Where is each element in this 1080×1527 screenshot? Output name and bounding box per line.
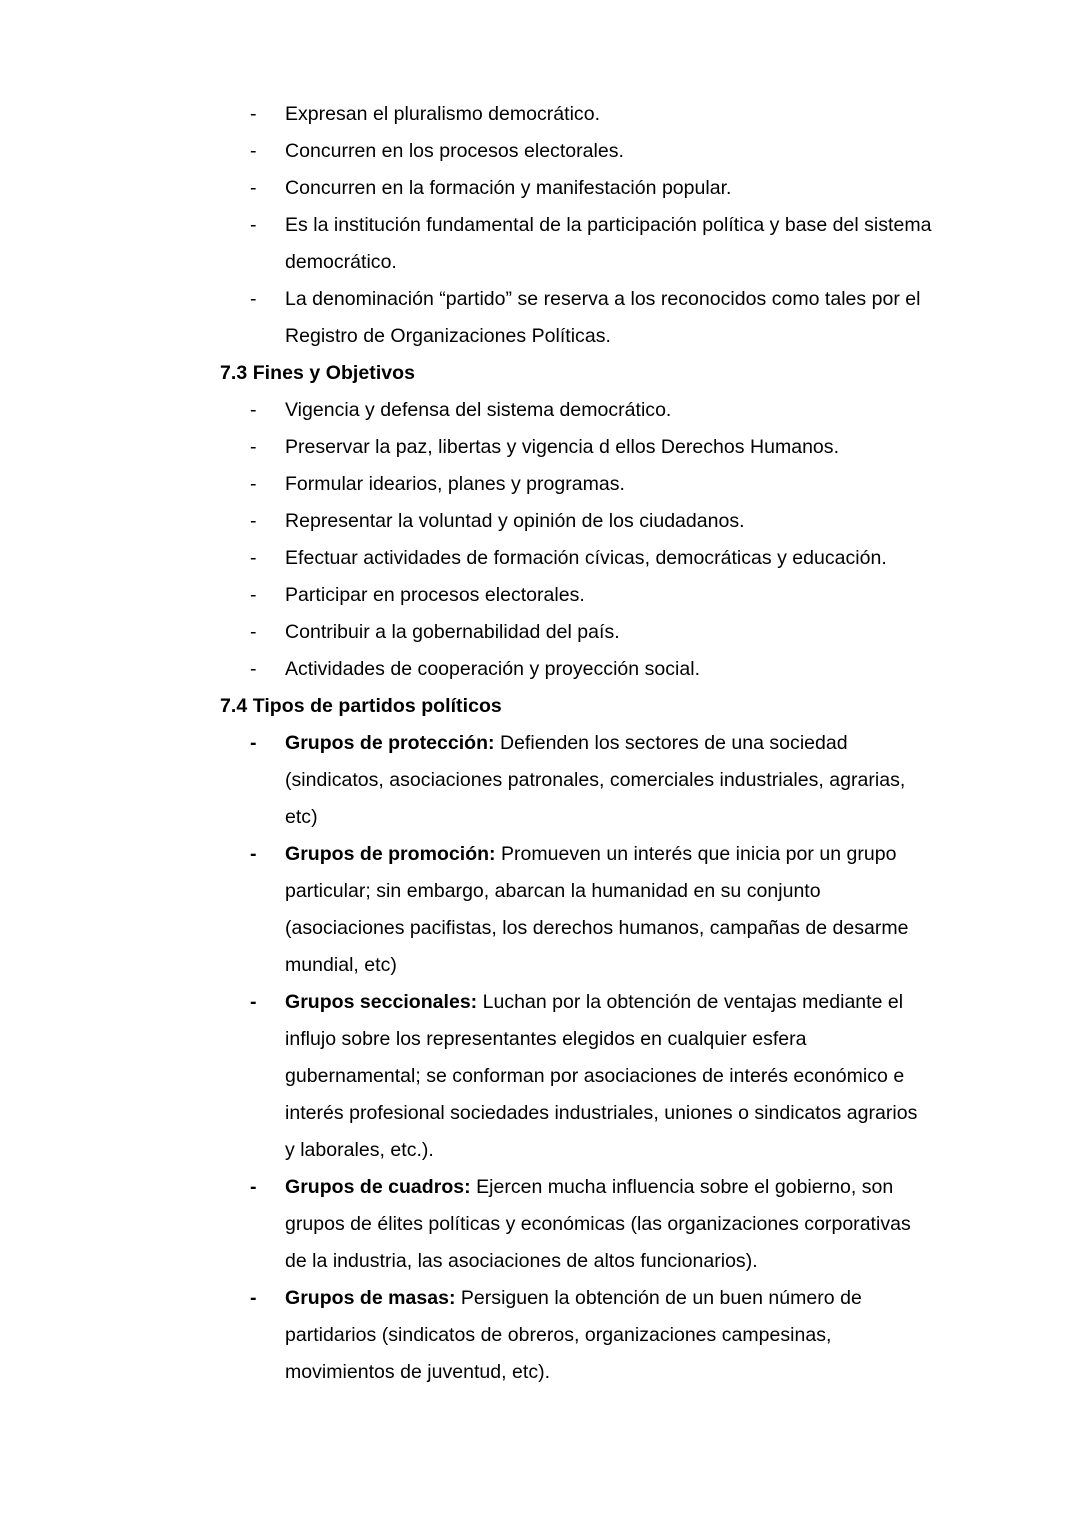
list-item	[220, 503, 932, 540]
list-item-text: Expresan el pluralismo democrático.	[285, 103, 601, 125]
list-item-text	[285, 1280, 932, 1391]
list-item-text: Participar en procesos electorales.	[285, 584, 585, 606]
list-item-text	[285, 984, 932, 1169]
list-item-body: Luchan por la obtención de ventajas mediante el influjo sobre los representantes elegidos en cualquier esfera gubernamental; se conforman por asociaciones de interés económico e interés profesional sociedades industriales, uniones o sindicatos agrarios y laborales, etc.).	[285, 991, 918, 1161]
list-item	[220, 133, 932, 170]
bullet-dash-marker: -	[250, 177, 257, 199]
list-item-text: Actividades de cooperación y proyección social.	[285, 658, 701, 680]
list-item	[220, 429, 932, 466]
list-item-text: Contribuir a la gobernabilidad del país.	[285, 621, 620, 643]
bullet-list-intro	[220, 96, 932, 355]
list-item-body: Persiguen la obtención de un buen número de partidarios (sindicatos de obreros, organizaciones campesinas, movimientos de juventud, etc).	[285, 1287, 862, 1383]
list-item-lead: Grupos de masas:	[285, 1287, 456, 1309]
list-item-text: Concurren en los procesos electorales.	[285, 140, 624, 162]
list-item	[220, 170, 932, 207]
list-item-text	[285, 836, 932, 984]
list-item-body: Defienden los sectores de una sociedad (sindicatos, asociaciones patronales, comerciales industriales, agrarias, etc)	[285, 732, 906, 828]
list-item	[220, 96, 932, 133]
list-item-lead: Grupos de protección:	[285, 732, 495, 754]
list-item	[220, 725, 932, 836]
bullet-list-tipos-partidos	[220, 725, 932, 1391]
bullet-dash-marker: -	[250, 510, 257, 532]
list-item	[220, 614, 932, 651]
section-heading-7-3: 7.3 Fines y Objetivos	[220, 362, 416, 384]
list-item-lead: Grupos seccionales:	[285, 991, 478, 1013]
list-item-text: Es la institución fundamental de la participación política y base del sistema democrático.	[285, 214, 932, 273]
bullet-list-fines-objetivos	[220, 392, 932, 688]
list-item-text: Efectuar actividades de formación cívicas, democráticas y educación.	[285, 547, 887, 569]
bullet-dash-marker: -	[250, 473, 257, 495]
list-item-lead: Grupos de cuadros:	[285, 1176, 471, 1198]
list-item	[220, 1280, 932, 1391]
list-item	[220, 577, 932, 614]
list-item-text: Representar la voluntad y opinión de los ciudadanos.	[285, 510, 745, 532]
bullet-dash-marker: -	[250, 991, 257, 1013]
list-item	[220, 651, 932, 688]
list-item-text: Formular idearios, planes y programas.	[285, 473, 625, 495]
list-item-text	[285, 725, 932, 836]
bullet-dash-marker: -	[250, 288, 257, 310]
bullet-dash-marker: -	[250, 843, 257, 865]
document-content	[220, 96, 932, 1391]
list-item-text: Vigencia y defensa del sistema democrático.	[285, 399, 672, 421]
list-item-text: La denominación “partido” se reserva a los reconocidos como tales por el Registro de Organizaciones Políticas.	[285, 288, 921, 347]
list-item-text: Concurren en la formación y manifestación popular.	[285, 177, 732, 199]
list-item	[220, 466, 932, 503]
section-heading-7-4: 7.4 Tipos de partidos políticos	[220, 695, 502, 717]
bullet-dash-marker: -	[250, 399, 257, 421]
bullet-dash-marker: -	[250, 658, 257, 680]
bullet-dash-marker: -	[250, 1287, 257, 1309]
bullet-dash-marker: -	[250, 547, 257, 569]
list-item	[220, 1169, 932, 1280]
list-item-body: Ejercen mucha influencia sobre el gobierno, son grupos de élites políticas y económicas (las organizaciones corporativas de la industria, las asociaciones de altos funcionarios).	[285, 1176, 911, 1272]
bullet-dash-marker: -	[250, 732, 257, 754]
list-item-text: Preservar la paz, libertas y vigencia d ellos Derechos Humanos.	[285, 436, 840, 458]
list-item	[220, 836, 932, 984]
list-item	[220, 207, 932, 281]
list-item	[220, 281, 932, 355]
bullet-dash-marker: -	[250, 584, 257, 606]
list-item	[220, 392, 932, 429]
bullet-dash-marker: -	[250, 103, 257, 125]
list-item	[220, 540, 932, 577]
list-item-text	[285, 1169, 932, 1280]
list-item-body: Promueven un interés que inicia por un grupo particular; sin embargo, abarcan la humanidad en su conjunto (asociaciones pacifistas, los derechos humanos, campañas de desarme mundial, etc)	[285, 843, 909, 976]
list-item-lead: Grupos de promoción:	[285, 843, 496, 865]
list-item	[220, 984, 932, 1169]
bullet-dash-marker: -	[250, 140, 257, 162]
bullet-dash-marker: -	[250, 621, 257, 643]
bullet-dash-marker: -	[250, 436, 257, 458]
bullet-dash-marker: -	[250, 214, 257, 236]
bullet-dash-marker: -	[250, 1176, 257, 1198]
